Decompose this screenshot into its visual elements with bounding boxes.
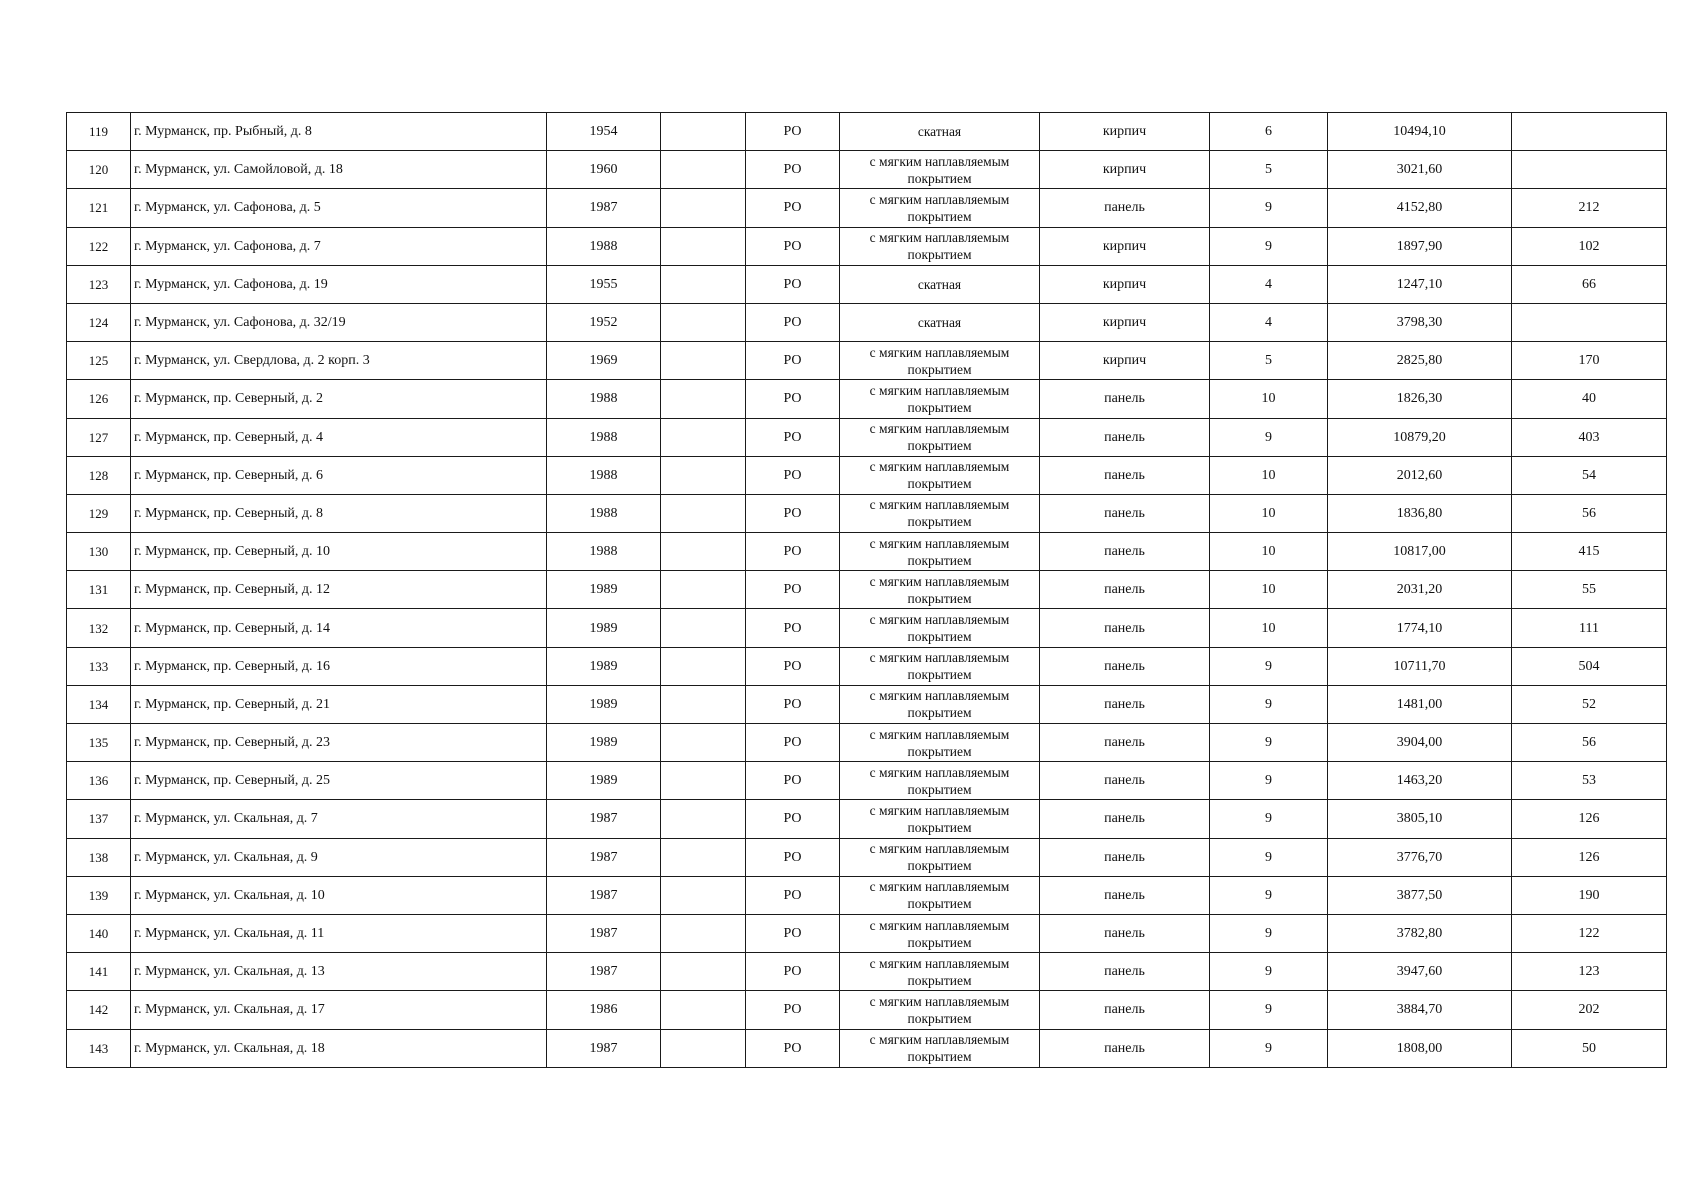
empty-cell [661, 494, 746, 532]
row-number-cell: 125 [67, 342, 131, 380]
area-cell: 3877,50 [1328, 876, 1512, 914]
build-year-cell: 1989 [547, 609, 661, 647]
roof-type-cell: с мягким наплавляемым покрытием [840, 418, 1040, 456]
floors-cell: 10 [1210, 494, 1328, 532]
program-cell: РО [746, 265, 840, 303]
program-cell: РО [746, 342, 840, 380]
empty-cell [661, 380, 746, 418]
build-year-cell: 1952 [547, 303, 661, 341]
empty-cell [661, 914, 746, 952]
empty-cell [661, 265, 746, 303]
residents-cell: 111 [1512, 609, 1667, 647]
build-year-cell: 1988 [547, 418, 661, 456]
row-number-cell: 126 [67, 380, 131, 418]
floors-cell: 9 [1210, 1029, 1328, 1067]
program-cell: РО [746, 685, 840, 723]
program-cell: РО [746, 724, 840, 762]
floors-cell: 9 [1210, 914, 1328, 952]
address-cell: г. Мурманск, пр. Северный, д. 16 [131, 647, 547, 685]
row-number-cell: 133 [67, 647, 131, 685]
empty-cell [661, 838, 746, 876]
address-cell: г. Мурманск, пр. Северный, д. 8 [131, 494, 547, 532]
roof-type-cell: с мягким наплавляемым покрытием [840, 685, 1040, 723]
empty-cell [661, 953, 746, 991]
program-cell: РО [746, 151, 840, 189]
roof-type-cell: скатная [840, 113, 1040, 151]
area-cell: 1481,00 [1328, 685, 1512, 723]
roof-type-cell: с мягким наплавляемым покрытием [840, 571, 1040, 609]
area-cell: 3021,60 [1328, 151, 1512, 189]
program-cell: РО [746, 1029, 840, 1067]
row-number-cell: 137 [67, 800, 131, 838]
table-row [67, 838, 1667, 876]
residents-cell: 202 [1512, 991, 1667, 1029]
build-year-cell: 1987 [547, 953, 661, 991]
residents-cell: 504 [1512, 647, 1667, 685]
row-number-cell: 129 [67, 494, 131, 532]
table-row [67, 227, 1667, 265]
roof-type-cell: с мягким наплавляемым покрытием [840, 838, 1040, 876]
table-row [67, 571, 1667, 609]
table-row [67, 456, 1667, 494]
row-number-cell: 143 [67, 1029, 131, 1067]
address-cell: г. Мурманск, ул. Сафонова, д. 5 [131, 189, 547, 227]
empty-cell [661, 991, 746, 1029]
area-cell: 4152,80 [1328, 189, 1512, 227]
row-number-cell: 140 [67, 914, 131, 952]
address-cell: г. Мурманск, пр. Северный, д. 6 [131, 456, 547, 494]
row-number-cell: 122 [67, 227, 131, 265]
address-cell: г. Мурманск, пр. Северный, д. 4 [131, 418, 547, 456]
area-cell: 3798,30 [1328, 303, 1512, 341]
program-cell: РО [746, 380, 840, 418]
roof-type-cell: скатная [840, 265, 1040, 303]
area-cell: 3776,70 [1328, 838, 1512, 876]
residents-cell: 190 [1512, 876, 1667, 914]
table-row [67, 380, 1667, 418]
roof-type-cell: с мягким наплавляемым покрытием [840, 647, 1040, 685]
table-row [67, 685, 1667, 723]
program-cell: РО [746, 494, 840, 532]
address-cell: г. Мурманск, ул. Скальная, д. 10 [131, 876, 547, 914]
address-cell: г. Мурманск, пр. Северный, д. 10 [131, 533, 547, 571]
wall-material-cell: панель [1040, 571, 1210, 609]
floors-cell: 9 [1210, 800, 1328, 838]
floors-cell: 9 [1210, 838, 1328, 876]
wall-material-cell: кирпич [1040, 151, 1210, 189]
wall-material-cell: кирпич [1040, 113, 1210, 151]
empty-cell [661, 724, 746, 762]
empty-cell [661, 685, 746, 723]
program-cell: РО [746, 838, 840, 876]
build-year-cell: 1988 [547, 494, 661, 532]
program-cell: РО [746, 227, 840, 265]
address-cell: г. Мурманск, ул. Скальная, д. 17 [131, 991, 547, 1029]
program-cell: РО [746, 647, 840, 685]
roof-type-cell: с мягким наплавляемым покрытием [840, 227, 1040, 265]
roof-type-cell: с мягким наплавляемым покрытием [840, 724, 1040, 762]
table-row [67, 914, 1667, 952]
row-number-cell: 128 [67, 456, 131, 494]
address-cell: г. Мурманск, ул. Скальная, д. 13 [131, 953, 547, 991]
row-number-cell: 132 [67, 609, 131, 647]
build-year-cell: 1987 [547, 914, 661, 952]
program-cell: РО [746, 418, 840, 456]
empty-cell [661, 303, 746, 341]
table-row [67, 800, 1667, 838]
area-cell: 10817,00 [1328, 533, 1512, 571]
address-cell: г. Мурманск, ул. Скальная, д. 7 [131, 800, 547, 838]
residents-cell: 56 [1512, 494, 1667, 532]
residents-cell [1512, 303, 1667, 341]
table-row [67, 189, 1667, 227]
program-cell: РО [746, 303, 840, 341]
wall-material-cell: панель [1040, 1029, 1210, 1067]
wall-material-cell: панель [1040, 456, 1210, 494]
program-cell: РО [746, 189, 840, 227]
empty-cell [661, 227, 746, 265]
address-cell: г. Мурманск, пр. Северный, д. 21 [131, 685, 547, 723]
floors-cell: 9 [1210, 762, 1328, 800]
residents-cell: 126 [1512, 800, 1667, 838]
row-number-cell: 119 [67, 113, 131, 151]
build-year-cell: 1955 [547, 265, 661, 303]
table-row [67, 991, 1667, 1029]
area-cell: 10494,10 [1328, 113, 1512, 151]
build-year-cell: 1986 [547, 991, 661, 1029]
wall-material-cell: панель [1040, 609, 1210, 647]
table-row [67, 762, 1667, 800]
wall-material-cell: панель [1040, 800, 1210, 838]
row-number-cell: 135 [67, 724, 131, 762]
table-row [67, 342, 1667, 380]
floors-cell: 10 [1210, 456, 1328, 494]
table-row [67, 418, 1667, 456]
program-cell: РО [746, 762, 840, 800]
wall-material-cell: кирпич [1040, 342, 1210, 380]
wall-material-cell: панель [1040, 838, 1210, 876]
build-year-cell: 1987 [547, 1029, 661, 1067]
area-cell: 3782,80 [1328, 914, 1512, 952]
floors-cell: 10 [1210, 380, 1328, 418]
program-cell: РО [746, 571, 840, 609]
residents-cell: 123 [1512, 953, 1667, 991]
build-year-cell: 1987 [547, 876, 661, 914]
address-cell: г. Мурманск, пр. Северный, д. 25 [131, 762, 547, 800]
address-cell: г. Мурманск, ул. Скальная, д. 11 [131, 914, 547, 952]
area-cell: 10711,70 [1328, 647, 1512, 685]
wall-material-cell: кирпич [1040, 227, 1210, 265]
residents-cell: 56 [1512, 724, 1667, 762]
floors-cell: 9 [1210, 953, 1328, 991]
wall-material-cell: панель [1040, 762, 1210, 800]
floors-cell: 5 [1210, 151, 1328, 189]
table-row [67, 265, 1667, 303]
row-number-cell: 142 [67, 991, 131, 1029]
wall-material-cell: панель [1040, 876, 1210, 914]
row-number-cell: 136 [67, 762, 131, 800]
empty-cell [661, 800, 746, 838]
registry-body [67, 113, 1667, 1068]
wall-material-cell: панель [1040, 418, 1210, 456]
row-number-cell: 139 [67, 876, 131, 914]
address-cell: г. Мурманск, пр. Северный, д. 12 [131, 571, 547, 609]
area-cell: 1897,90 [1328, 227, 1512, 265]
table-row [67, 953, 1667, 991]
housing-registry-table [66, 112, 1667, 1068]
empty-cell [661, 876, 746, 914]
residents-cell: 102 [1512, 227, 1667, 265]
empty-cell [661, 1029, 746, 1067]
address-cell: г. Мурманск, пр. Северный, д. 2 [131, 380, 547, 418]
roof-type-cell: с мягким наплавляемым покрытием [840, 456, 1040, 494]
address-cell: г. Мурманск, ул. Скальная, д. 9 [131, 838, 547, 876]
area-cell: 3805,10 [1328, 800, 1512, 838]
roof-type-cell: с мягким наплавляемым покрытием [840, 151, 1040, 189]
floors-cell: 4 [1210, 265, 1328, 303]
address-cell: г. Мурманск, ул. Свердлова, д. 2 корп. 3 [131, 342, 547, 380]
empty-cell [661, 113, 746, 151]
build-year-cell: 1988 [547, 380, 661, 418]
empty-cell [661, 456, 746, 494]
floors-cell: 10 [1210, 571, 1328, 609]
build-year-cell: 1988 [547, 227, 661, 265]
table-row [67, 647, 1667, 685]
program-cell: РО [746, 991, 840, 1029]
floors-cell: 4 [1210, 303, 1328, 341]
floors-cell: 6 [1210, 113, 1328, 151]
residents-cell: 212 [1512, 189, 1667, 227]
wall-material-cell: панель [1040, 189, 1210, 227]
build-year-cell: 1954 [547, 113, 661, 151]
residents-cell: 170 [1512, 342, 1667, 380]
area-cell: 10879,20 [1328, 418, 1512, 456]
program-cell: РО [746, 876, 840, 914]
empty-cell [661, 533, 746, 571]
build-year-cell: 1987 [547, 838, 661, 876]
wall-material-cell: панель [1040, 685, 1210, 723]
build-year-cell: 1989 [547, 724, 661, 762]
residents-cell: 50 [1512, 1029, 1667, 1067]
area-cell: 1247,10 [1328, 265, 1512, 303]
program-cell: РО [746, 800, 840, 838]
empty-cell [661, 189, 746, 227]
program-cell: РО [746, 609, 840, 647]
residents-cell [1512, 113, 1667, 151]
address-cell: г. Мурманск, ул. Сафонова, д. 32/19 [131, 303, 547, 341]
empty-cell [661, 609, 746, 647]
table-row [67, 1029, 1667, 1067]
wall-material-cell: кирпич [1040, 265, 1210, 303]
area-cell: 1836,80 [1328, 494, 1512, 532]
empty-cell [661, 647, 746, 685]
table-row [67, 876, 1667, 914]
row-number-cell: 131 [67, 571, 131, 609]
area-cell: 1463,20 [1328, 762, 1512, 800]
floors-cell: 10 [1210, 533, 1328, 571]
table-row [67, 303, 1667, 341]
wall-material-cell: панель [1040, 647, 1210, 685]
address-cell: г. Мурманск, ул. Сафонова, д. 19 [131, 265, 547, 303]
build-year-cell: 1987 [547, 800, 661, 838]
empty-cell [661, 342, 746, 380]
address-cell: г. Мурманск, пр. Северный, д. 23 [131, 724, 547, 762]
empty-cell [661, 571, 746, 609]
floors-cell: 10 [1210, 609, 1328, 647]
residents-cell: 52 [1512, 685, 1667, 723]
wall-material-cell: панель [1040, 494, 1210, 532]
roof-type-cell: с мягким наплавляемым покрытием [840, 189, 1040, 227]
row-number-cell: 123 [67, 265, 131, 303]
roof-type-cell: с мягким наплавляемым покрытием [840, 914, 1040, 952]
roof-type-cell: с мягким наплавляемым покрытием [840, 953, 1040, 991]
residents-cell: 40 [1512, 380, 1667, 418]
address-cell: г. Мурманск, ул. Самойловой, д. 18 [131, 151, 547, 189]
floors-cell: 9 [1210, 724, 1328, 762]
residents-cell: 415 [1512, 533, 1667, 571]
residents-cell: 403 [1512, 418, 1667, 456]
area-cell: 2825,80 [1328, 342, 1512, 380]
row-number-cell: 120 [67, 151, 131, 189]
build-year-cell: 1989 [547, 685, 661, 723]
roof-type-cell: с мягким наплавляемым покрытием [840, 380, 1040, 418]
build-year-cell: 1988 [547, 533, 661, 571]
floors-cell: 9 [1210, 189, 1328, 227]
table-row [67, 609, 1667, 647]
wall-material-cell: панель [1040, 953, 1210, 991]
address-cell: г. Мурманск, ул. Сафонова, д. 7 [131, 227, 547, 265]
wall-material-cell: панель [1040, 724, 1210, 762]
address-cell: г. Мурманск, пр. Рыбный, д. 8 [131, 113, 547, 151]
program-cell: РО [746, 113, 840, 151]
residents-cell: 122 [1512, 914, 1667, 952]
roof-type-cell: с мягким наплавляемым покрытием [840, 494, 1040, 532]
roof-type-cell: с мягким наплавляемым покрытием [840, 762, 1040, 800]
floors-cell: 9 [1210, 227, 1328, 265]
address-cell: г. Мурманск, ул. Скальная, д. 18 [131, 1029, 547, 1067]
wall-material-cell: панель [1040, 914, 1210, 952]
build-year-cell: 1960 [547, 151, 661, 189]
program-cell: РО [746, 914, 840, 952]
build-year-cell: 1988 [547, 456, 661, 494]
area-cell: 3904,00 [1328, 724, 1512, 762]
row-number-cell: 134 [67, 685, 131, 723]
floors-cell: 9 [1210, 991, 1328, 1029]
floors-cell: 9 [1210, 876, 1328, 914]
roof-type-cell: с мягким наплавляемым покрытием [840, 991, 1040, 1029]
build-year-cell: 1989 [547, 571, 661, 609]
empty-cell [661, 762, 746, 800]
wall-material-cell: панель [1040, 380, 1210, 418]
wall-material-cell: панель [1040, 991, 1210, 1029]
floors-cell: 9 [1210, 418, 1328, 456]
row-number-cell: 130 [67, 533, 131, 571]
program-cell: РО [746, 456, 840, 494]
area-cell: 2012,60 [1328, 456, 1512, 494]
table-row [67, 494, 1667, 532]
row-number-cell: 141 [67, 953, 131, 991]
empty-cell [661, 418, 746, 456]
roof-type-cell: с мягким наплавляемым покрытием [840, 533, 1040, 571]
wall-material-cell: панель [1040, 533, 1210, 571]
build-year-cell: 1989 [547, 647, 661, 685]
empty-cell [661, 151, 746, 189]
residents-cell: 53 [1512, 762, 1667, 800]
wall-material-cell: кирпич [1040, 303, 1210, 341]
table-row [67, 724, 1667, 762]
roof-type-cell: скатная [840, 303, 1040, 341]
row-number-cell: 124 [67, 303, 131, 341]
table-row [67, 151, 1667, 189]
area-cell: 2031,20 [1328, 571, 1512, 609]
roof-type-cell: с мягким наплавляемым покрытием [840, 876, 1040, 914]
row-number-cell: 138 [67, 838, 131, 876]
area-cell: 1808,00 [1328, 1029, 1512, 1067]
roof-type-cell: с мягким наплавляемым покрытием [840, 609, 1040, 647]
program-cell: РО [746, 953, 840, 991]
area-cell: 3947,60 [1328, 953, 1512, 991]
floors-cell: 9 [1210, 685, 1328, 723]
residents-cell: 66 [1512, 265, 1667, 303]
address-cell: г. Мурманск, пр. Северный, д. 14 [131, 609, 547, 647]
roof-type-cell: с мягким наплавляемым покрытием [840, 342, 1040, 380]
program-cell: РО [746, 533, 840, 571]
residents-cell [1512, 151, 1667, 189]
roof-type-cell: с мягким наплавляемым покрытием [840, 800, 1040, 838]
area-cell: 1826,30 [1328, 380, 1512, 418]
floors-cell: 5 [1210, 342, 1328, 380]
build-year-cell: 1987 [547, 189, 661, 227]
build-year-cell: 1989 [547, 762, 661, 800]
roof-type-cell: с мягким наплавляемым покрытием [840, 1029, 1040, 1067]
residents-cell: 55 [1512, 571, 1667, 609]
build-year-cell: 1969 [547, 342, 661, 380]
floors-cell: 9 [1210, 647, 1328, 685]
area-cell: 3884,70 [1328, 991, 1512, 1029]
table-row [67, 533, 1667, 571]
area-cell: 1774,10 [1328, 609, 1512, 647]
row-number-cell: 121 [67, 189, 131, 227]
row-number-cell: 127 [67, 418, 131, 456]
residents-cell: 54 [1512, 456, 1667, 494]
table-row [67, 113, 1667, 151]
residents-cell: 126 [1512, 838, 1667, 876]
